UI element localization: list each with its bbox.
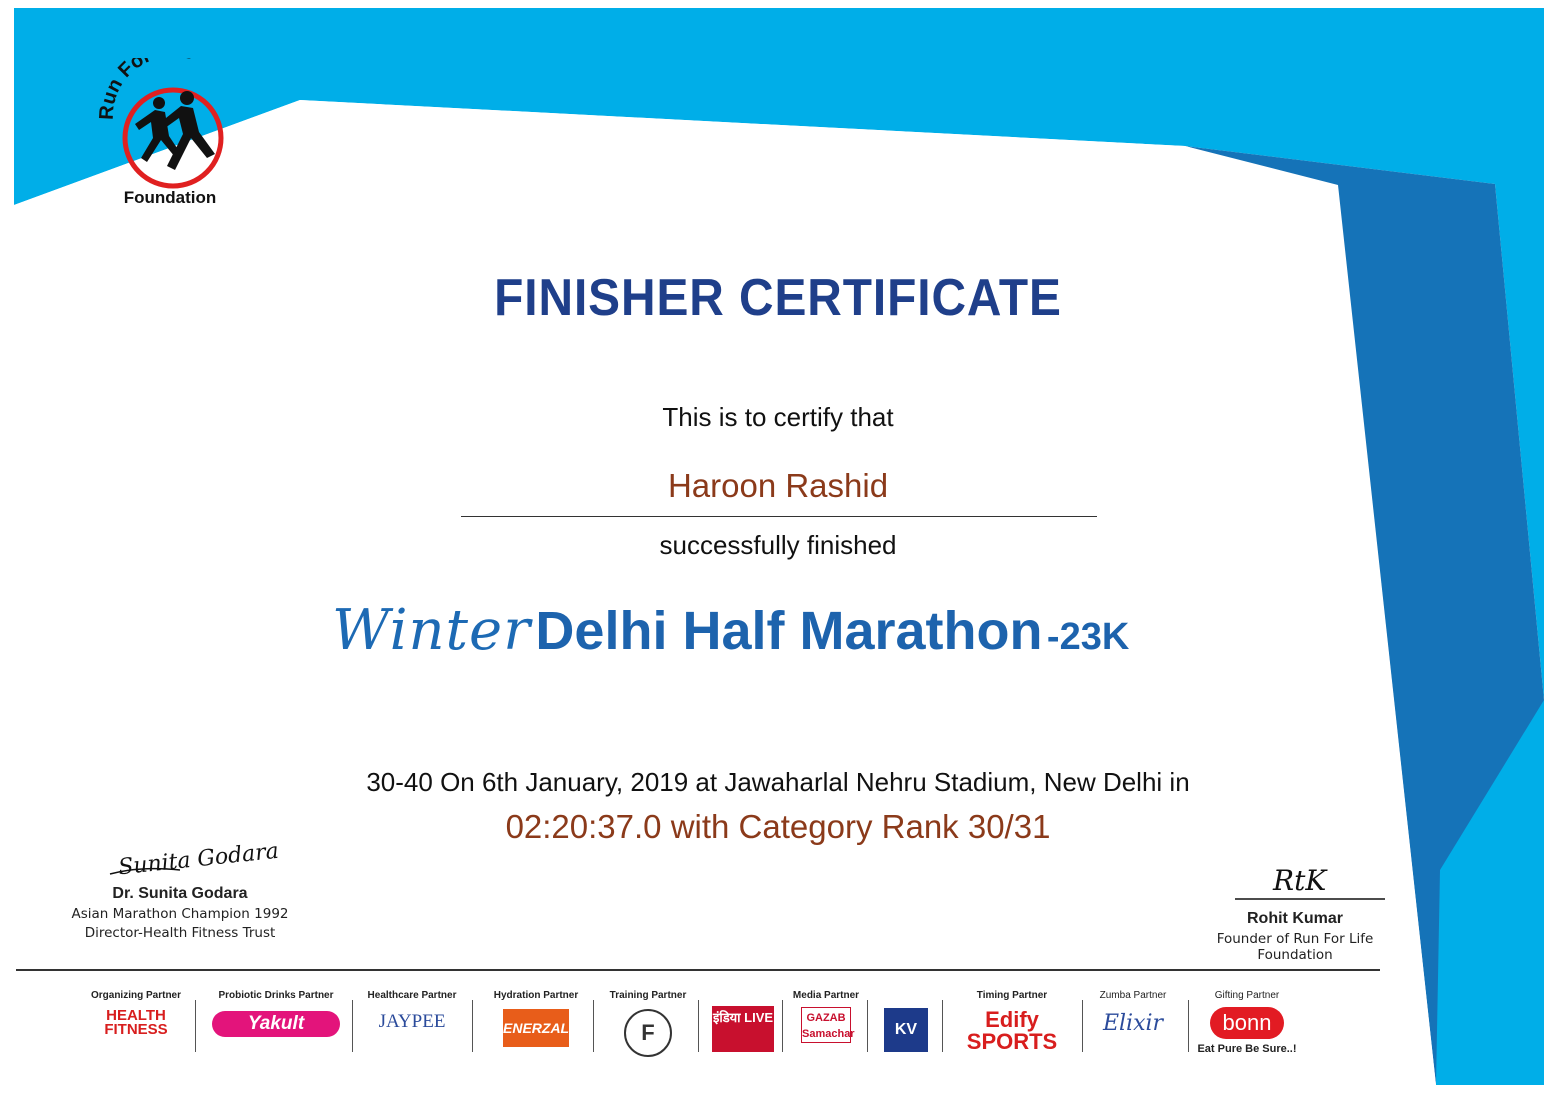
participant-name: Haroon Rashid <box>667 467 889 504</box>
partner-divider <box>16 969 1380 971</box>
partner-logo-kv: KV <box>884 1008 928 1052</box>
partner-logo-gazab: GAZAB Samachar <box>801 1007 851 1043</box>
event-main: Delhi Half Marathon <box>535 601 1043 661</box>
left-signatory-role1: Asian Marathon Champion 1992 <box>71 906 289 922</box>
partner-training: Training Partner F <box>598 990 698 1057</box>
partner-separator <box>195 1000 196 1052</box>
partner-separator <box>782 1000 783 1052</box>
left-signature-block <box>60 840 300 941</box>
partner-logo-yakult: Yakult <box>212 1011 340 1037</box>
event-prefix: Winter <box>332 598 531 663</box>
partner-probiotic: Probiotic Drinks Partner Yakult <box>208 990 344 1037</box>
finished-line: successfully finished <box>659 530 897 560</box>
partner-zumba: Zumba Partner Elixir <box>1086 990 1180 1036</box>
svg-text:RtK: RtK <box>1273 864 1327 897</box>
partner-separator <box>1188 1000 1189 1052</box>
partner-organizing: Organizing Partner HEALTH FITNESS <box>76 990 196 1037</box>
partner-logo-elixir: Elixir <box>1102 1011 1164 1036</box>
partner-separator <box>352 1000 353 1052</box>
partner-logo-health-fitness: HEALTH FITNESS <box>104 1007 168 1038</box>
left-signatory-name: Dr. Sunita Godara <box>112 885 248 902</box>
partner-logo-enerzal: ENERZAL <box>503 1009 569 1047</box>
partner-separator <box>942 1000 943 1052</box>
right-signature-block <box>1180 855 1410 963</box>
partner-timing: Timing Partner Edify SPORTS <box>950 990 1074 1053</box>
partner-separator <box>867 1000 868 1052</box>
partner-media-india-live <box>706 990 780 1052</box>
partner-healthcare: Healthcare Partner JAYPEE <box>360 990 464 1033</box>
left-signature-mark <box>80 840 280 880</box>
right-signatory-role: Founder of Run For Life Foundation <box>1216 931 1374 963</box>
right-signature-mark <box>1195 855 1395 905</box>
partner-separator <box>698 1000 699 1052</box>
partner-media-kv <box>876 990 936 1052</box>
partner-logo-bonn: bonn <box>1210 1007 1284 1039</box>
event-title <box>332 598 1129 663</box>
partner-separator <box>593 1000 594 1052</box>
partner-logo-jaypee: JAYPEE <box>378 1011 446 1032</box>
event-details: 30-40 On 6th January, 2019 at Jawaharlal Nehru Stadium, New Delhi in <box>366 767 1190 797</box>
certificate-title: FINISHER CERTIFICATE <box>494 269 1062 327</box>
partner-logo-india-live: इंडिया LIVE <box>712 1006 774 1052</box>
right-signatory-name: Rohit Kumar <box>1247 910 1343 927</box>
partner-separator <box>1082 1000 1083 1052</box>
logo-arc-text: Run Fo <box>95 58 148 121</box>
name-underline <box>461 516 1097 517</box>
partner-separator <box>472 1000 473 1052</box>
partner-bonn-tagline: Eat Pure Be Sure..! <box>1197 1043 1297 1055</box>
partner-logo-training: F <box>624 1009 672 1057</box>
certify-line: This is to certify that <box>662 402 894 432</box>
partner-logo-edify: Edify SPORTS <box>966 1007 1058 1054</box>
logo-caption: Foundation <box>123 188 217 207</box>
partner-media: Media Partner GAZAB Samachar <box>788 990 864 1043</box>
result-line: 02:20:37.0 with Category Rank 30/31 <box>505 808 1051 845</box>
partner-hydration: Hydration Partner ENERZAL <box>484 990 588 1047</box>
event-distance: -23K <box>1046 616 1130 658</box>
left-signatory-role2: Director-Health Fitness Trust <box>84 925 276 941</box>
partner-gifting: Gifting Partner bonn Eat Pure Be Sure..! <box>1194 990 1300 1055</box>
svg-text:Sunita Godara: Sunita Godara <box>117 840 280 880</box>
